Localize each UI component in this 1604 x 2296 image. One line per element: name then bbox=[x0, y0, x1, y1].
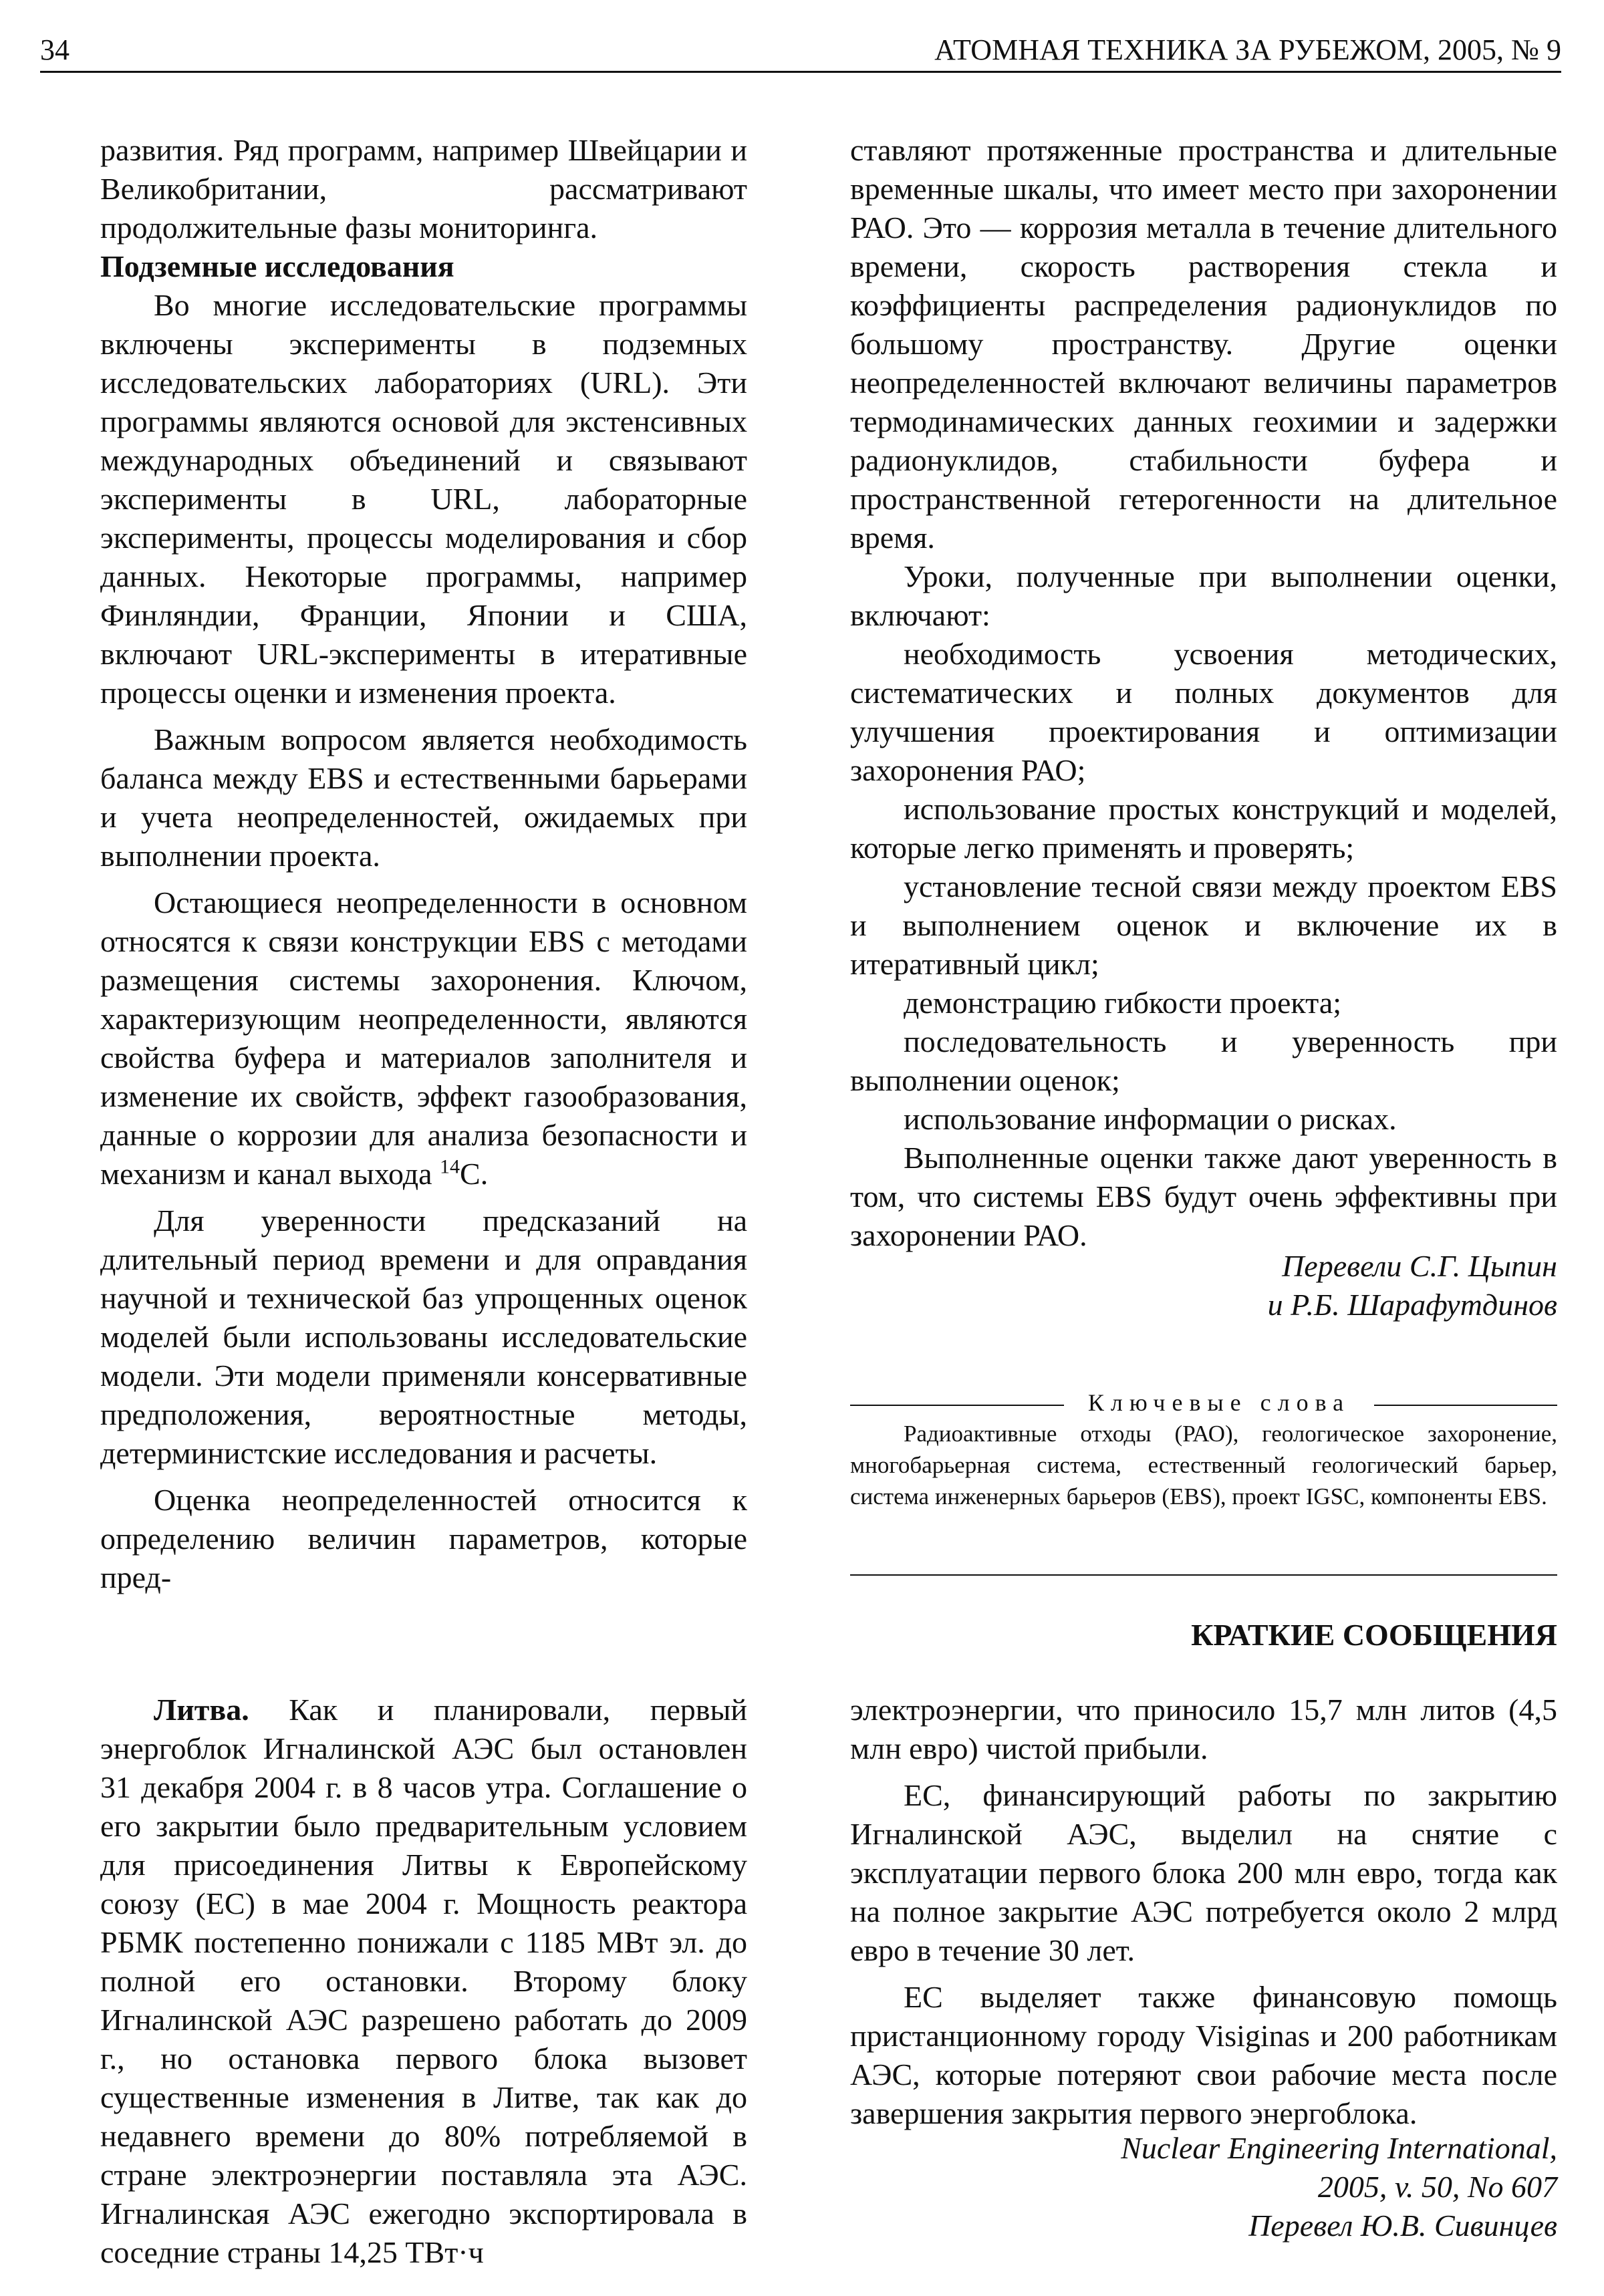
paragraph-with-isotope bbox=[100, 883, 747, 1193]
news-paragraph: электроэнергии, что приносило 15,7 млн литов (4,5 млн евро) чистой прибыли. bbox=[850, 1693, 1557, 1765]
paragraph: Выполненные оценки также дают уверенность в том, что системы EBS будут очень эффективны при захоронении РАО. bbox=[850, 1141, 1557, 1252]
source-line: Перевел Ю.В. Сивинцев bbox=[1248, 2208, 1557, 2243]
keywords-title: Ключевые слова bbox=[1087, 1389, 1351, 1416]
translator-line: и Р.Б. Шарафутдинов bbox=[1267, 1288, 1557, 1322]
news-source bbox=[850, 2129, 1557, 2245]
news-paragraph: ЕС, финансирующий работы по закрытию Игналинской АЭС, выделил на снятие с эксплуатации первого блока 200 млн евро, тогда как на полное закрытие АЭС потребуется около 2 млрд евро в течение 30 лет. bbox=[850, 1778, 1557, 1967]
paragraph: Оценка неопределенностей относится к определению величин параметров, которые пред- bbox=[100, 1483, 747, 1594]
paragraph: Важным вопросом является необходимость баланса между EBS и естественными барьерами и учета неопределенностей, ожидаемых при выполнении проекта. bbox=[100, 722, 747, 873]
paragraph: ставляют протяженные пространства и длительные временные шкалы, что имеет место при захоронении РАО. Это — коррозия металла в течение длительного времени, скорость растворения стекла и коэффициенты распределения радионуклидов по большому пространству. Другие оценки неопределенностей включают величины параметров термодинамических данных геохимии и задержки радионуклидов, стабильности буфера и пространственной гетерогенности на длительное время. bbox=[850, 133, 1557, 555]
page-number: 34 bbox=[40, 33, 70, 66]
journal-title: АТОМНАЯ ТЕХНИКА ЗА РУБЕЖОМ, 2005, № 9 bbox=[934, 33, 1561, 66]
news-place: Литва. bbox=[154, 1693, 249, 1727]
paragraph-text: Остающиеся неопределенности в основном относятся к связи конструкции EBS с методами размещения системы захоронения. Ключом, характеризующим неопределенности, являются свойства буфера и материалов заполнителя и изменение их свойств, эффект газообразования, данные о коррозии для анализа безопасности и механизм и канал выхода bbox=[100, 885, 747, 1191]
keywords-rule-bottom bbox=[850, 1574, 1557, 1576]
paragraph: развития. Ряд программ, например Швейцарии и Великобритании, рассматривают продолжительные фазы мониторинга. bbox=[100, 133, 747, 245]
keywords-text: Радиоактивные отходы (РАО), геологическое захоронение, многобарьерная система, естественный геологический барьер, система инженерных барьеров (EBS), проект IGSC, компоненты EBS. bbox=[850, 1421, 1557, 1510]
article-left-column bbox=[100, 131, 747, 1597]
news-paragraph: ЕС выделяет также финансовую помощь пристанционному городу Visiginas и 200 работникам АЭС, которые потеряют свои рабочие места после завершения закрытия первого энергоблока. bbox=[850, 1980, 1557, 2130]
list-item: необходимость усвоения методических, систематических и полных документов для улучшения проектирования и оптимизации захоронения РАО; bbox=[850, 637, 1557, 787]
source-line: Nuclear Engineering International, bbox=[1121, 2131, 1557, 2165]
header-rule bbox=[40, 71, 1561, 73]
translator-line: Перевели С.Г. Цыпин bbox=[1282, 1249, 1557, 1283]
news-section-title: КРАТКИЕ СООБЩЕНИЯ bbox=[1191, 1618, 1557, 1652]
list-item: установление тесной связи между проектом EBS и выполнением оценок и включение их в итеративный цикл; bbox=[850, 869, 1557, 981]
paragraph-end: C. bbox=[460, 1157, 489, 1191]
paragraph: Во многие исследовательские программы включены эксперименты в подземных исследовательских лабораториях (URL). Эти программы являются основой для экстенсивных международных объединений и связывают эксперименты в URL, лабораторные эксперименты, процессы моделирования и сбор данных. Некоторые программы, например Финляндии, Франции, Японии и США, включают URL-эксперименты в итеративные процессы оценки и изменения проекта. bbox=[100, 288, 747, 710]
list-item: использование информации о рисках. bbox=[904, 1102, 1397, 1136]
news-text: Как и планировали, первый энергоблок Игналинской АЭС был остановлен 31 декабря 2004 г. в 8 часов утра. Соглашение о его закрытии было предварительным условием для присоединения Литвы к Европейскому союзу (ЕС) в мае 2004 г. Мощность реактора РБМК постепенно понижали с 1185 МВт эл. до полной его остановки. Второму блоку Игналинской АЭС разрешено работать до 2009 г., но остановка первого блока вызовет существенные изменения в Литве, так как до недавнего времени до 80% потребляемой в стране электроэнергии поставляла эта АЭС. Игналинская АЭС ежегодно экспортировала в соседние страны 14,25 ТВт·ч bbox=[100, 1693, 747, 2269]
keywords-rule-right bbox=[1374, 1405, 1557, 1406]
paragraph: Для уверенности предсказаний на длительный период времени и для оправдания научной и технической баз упрощенных оценок моделей были использованы исследовательские модели. Эти модели применяли консервативные предположения, вероятностные методы, детерминистские исследования и расчеты. bbox=[100, 1203, 747, 1470]
source-line: 2005, v. 50, No 607 bbox=[1317, 2170, 1557, 2204]
translators-credit bbox=[850, 1247, 1557, 1324]
news-right-column bbox=[850, 1691, 1557, 2133]
section-subheading: Подземные исследования bbox=[100, 249, 454, 283]
list-item: использование простых конструкций и моделей, которые легко применять и проверять; bbox=[850, 792, 1557, 865]
page-header bbox=[40, 25, 1561, 67]
list-item: последовательность и уверенность при выполнении оценок; bbox=[850, 1024, 1557, 1097]
keywords-rule-left bbox=[850, 1405, 1064, 1406]
news-paragraph bbox=[100, 1691, 747, 2272]
isotope-superscript: 14 bbox=[440, 1155, 460, 1178]
news-left-column bbox=[100, 1691, 747, 2272]
article-right-column bbox=[850, 131, 1557, 1255]
paragraph: Уроки, полученные при выполнении оценки, включают: bbox=[850, 559, 1557, 632]
list-item: демонстрацию гибкости проекта; bbox=[904, 986, 1342, 1020]
